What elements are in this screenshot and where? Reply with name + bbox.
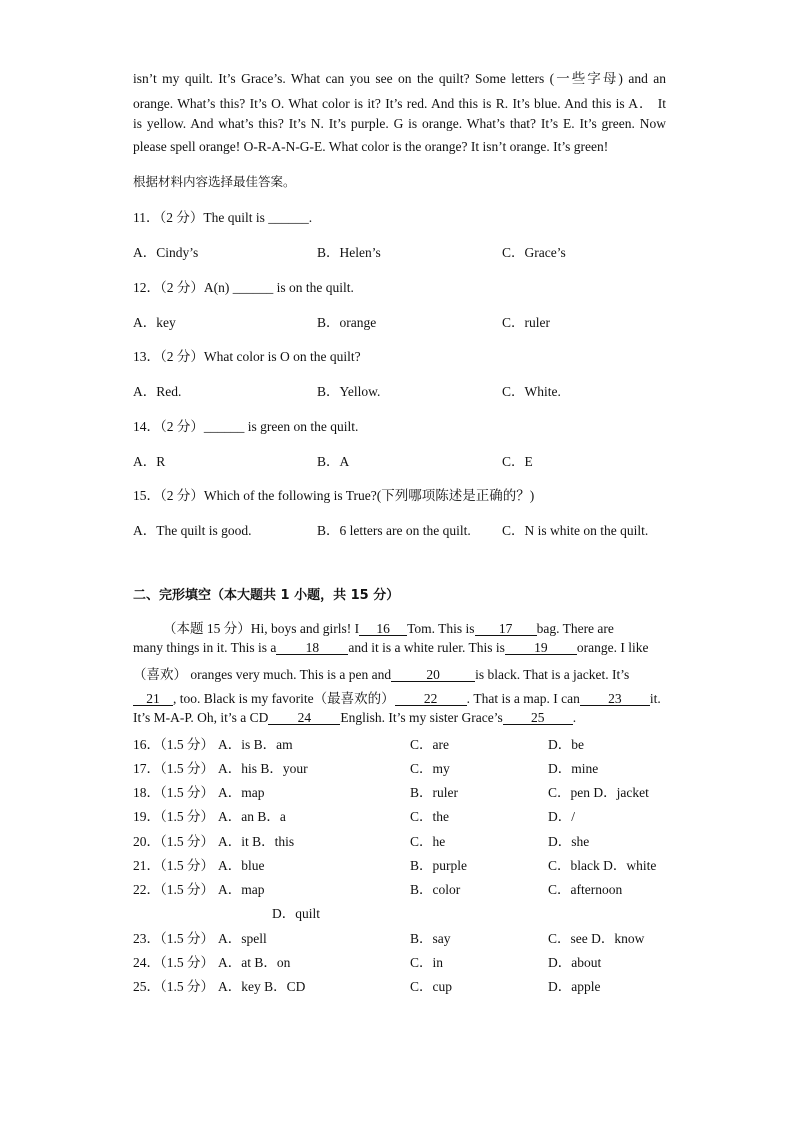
cloze-text: Tom. This is <box>407 621 475 636</box>
option[interactable]: B．Yellow. <box>317 384 381 399</box>
cloze-text: many things in it. This is a <box>133 640 277 655</box>
option[interactable]: C．cup <box>410 979 452 994</box>
option[interactable]: D．/ <box>548 809 575 824</box>
cloze-blank[interactable]: 19 <box>505 641 577 655</box>
option[interactable]: D．quilt <box>272 906 321 921</box>
option[interactable]: A．spell <box>218 931 267 946</box>
option[interactable]: A．map <box>218 785 265 800</box>
section-heading: 二、完形填空（本大题共 1 小题，共 15 分） <box>133 588 400 603</box>
question-number: 19．（1.5 分） <box>133 809 214 824</box>
question-number: 25．（1.5 分） <box>133 979 214 994</box>
option[interactable]: C．are <box>410 737 449 752</box>
option[interactable]: A．Red. <box>133 384 182 399</box>
option[interactable]: B．A <box>317 454 350 469</box>
question-stem: 11．（2 分）The quilt is ______. <box>133 210 313 225</box>
cloze-blank[interactable]: 23 <box>580 692 650 706</box>
option[interactable]: B．Helen’s <box>317 245 381 260</box>
cloze-blank[interactable]: 22 <box>395 692 467 706</box>
option[interactable]: B．color <box>410 882 461 897</box>
cloze-text: （本题 15 分）Hi, boys and girls! I <box>163 621 360 636</box>
question-stem: 15．（2 分）Which of the following is True?(下列哪项陈述是正确的？) <box>133 488 535 503</box>
cloze-text: . That is a map. I can <box>466 691 580 706</box>
cloze-line <box>133 663 629 683</box>
option[interactable]: C．see D．know <box>548 931 645 946</box>
cloze-blank[interactable]: 17 <box>475 622 537 636</box>
question-stem: 14．（2 分）______ is green on the quilt. <box>133 419 359 434</box>
option[interactable]: A．his B．your <box>218 761 308 776</box>
cloze-text: It’s M-A-P. Oh, it’s a CD <box>133 710 269 725</box>
passage-line: isn’t my quilt. It’s Grace’s. What can you see on the quilt? Some letters (一些字母) and an <box>133 71 666 86</box>
cloze-blank[interactable]: 18 <box>276 641 348 655</box>
option[interactable]: D．be <box>548 737 584 752</box>
cloze-text: English. It’s my sister Grace’s <box>340 710 503 725</box>
option[interactable]: D．apple <box>548 979 601 994</box>
option[interactable]: C．White. <box>502 384 561 399</box>
instruction-text: 根据材料内容选择最佳答案。 <box>133 174 296 189</box>
cloze-line <box>133 687 661 707</box>
option[interactable]: A．an B．a <box>218 809 286 824</box>
option[interactable]: B．6 letters are on the quilt. <box>317 523 471 538</box>
option[interactable]: A．key <box>133 315 176 330</box>
question-stem: 13．（2 分）What color is O on the quilt? <box>133 349 361 364</box>
question-number: 17．（1.5 分） <box>133 761 214 776</box>
cloze-line <box>133 710 576 726</box>
option[interactable]: D．mine <box>548 761 599 776</box>
cloze-text: it. <box>649 691 661 706</box>
question-number: 16．（1.5 分） <box>133 737 214 752</box>
option[interactable]: A．Cindy’s <box>133 245 199 260</box>
cloze-text: orange. I like <box>576 640 649 655</box>
question-number: 23．（1.5 分） <box>133 931 214 946</box>
option[interactable]: A．at B．on <box>218 955 291 970</box>
cloze-line <box>163 617 614 637</box>
option[interactable]: C．E <box>502 454 533 469</box>
option[interactable]: C．Grace’s <box>502 245 566 260</box>
option[interactable]: C．ruler <box>502 315 550 330</box>
option[interactable]: C．afternoon <box>548 882 623 897</box>
option[interactable]: B．say <box>410 931 451 946</box>
option[interactable]: D．about <box>548 955 602 970</box>
question-stem: 12．（2 分）A(n) ______ is on the quilt. <box>133 280 354 295</box>
question-number: 20．（1.5 分） <box>133 834 214 849</box>
question-number: 22．（1.5 分） <box>133 882 214 897</box>
option[interactable]: A．key B．CD <box>218 979 306 994</box>
option[interactable]: C．black D．white <box>548 858 657 873</box>
cloze-text: , too. Black is my favorite（最喜欢的） <box>173 691 395 706</box>
cloze-blank[interactable]: 25 <box>503 711 573 725</box>
option[interactable]: A．is B．am <box>218 737 293 752</box>
cloze-text: bag. There are <box>536 621 614 636</box>
option[interactable]: C．he <box>410 834 446 849</box>
option[interactable]: A．R <box>133 454 166 469</box>
cloze-text: （喜欢） oranges very much. This is a pen and <box>133 667 392 682</box>
cloze-text: . <box>572 710 577 725</box>
question-number: 24．（1.5 分） <box>133 955 214 970</box>
cloze-blank[interactable]: 24 <box>268 711 340 725</box>
option[interactable]: D．she <box>548 834 590 849</box>
option[interactable]: C．N is white on the quilt. <box>502 523 649 538</box>
option[interactable]: B．orange <box>317 315 377 330</box>
cloze-text: is black. That is a jacket. It’s <box>475 667 630 682</box>
option[interactable]: A．it B．this <box>218 834 295 849</box>
passage-line: please spell orange! O-R-A-N-G-E. What color is the orange? It isn’t orange. It’s green! <box>133 139 609 154</box>
cloze-blank[interactable]: 16 <box>359 622 407 636</box>
option[interactable]: C．pen D．jacket <box>548 785 649 800</box>
cloze-line <box>133 640 648 656</box>
option[interactable]: A．The quilt is good. <box>133 523 252 538</box>
option[interactable]: B．ruler <box>410 785 458 800</box>
passage-line: orange. What’s this? It’s O. What color is it? It’s red. And this is R. It’s blue. And this is A． It <box>133 96 666 111</box>
question-number: 18．（1.5 分） <box>133 785 214 800</box>
cloze-text: and it is a white ruler. This is <box>348 640 505 655</box>
option[interactable]: C．the <box>410 809 449 824</box>
option[interactable]: C．my <box>410 761 450 776</box>
question-number: 21．（1.5 分） <box>133 858 214 873</box>
cloze-blank[interactable]: 21 <box>133 692 173 706</box>
cloze-blank[interactable]: 20 <box>391 668 475 682</box>
option[interactable]: B．purple <box>410 858 467 873</box>
option[interactable]: A．blue <box>218 858 265 873</box>
passage-line: is yellow. And what’s this? It’s N. It’s purple. G is orange. What’s that? It’s E. It’s green. Now <box>133 116 666 131</box>
option[interactable]: C．in <box>410 955 444 970</box>
option[interactable]: A．map <box>218 882 265 897</box>
